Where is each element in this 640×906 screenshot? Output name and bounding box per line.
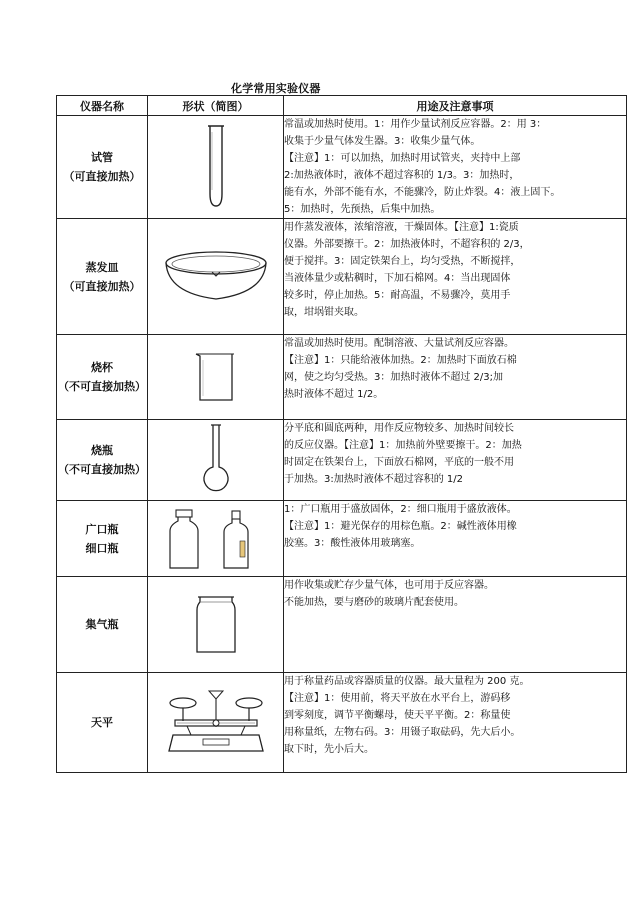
table-row (57, 335, 627, 420)
instrument-table (56, 95, 627, 773)
shape-cell (148, 420, 284, 501)
usage-line: 【注意】1：使用前，将天平放在水平台上，游码移 (284, 693, 511, 704)
instrument-note: （不可直接加热） (58, 380, 146, 393)
usage-line: 当液体量少或粘稠时，下加石棉网。4：当出现固体 (284, 273, 511, 284)
table-row (57, 673, 627, 773)
beaker-icon (193, 350, 239, 404)
header-shape: 形状（简图） (148, 96, 284, 116)
usage-line: 常温或加热时使用。配制溶液、大量试剂反应容器。 (284, 338, 514, 349)
test-tube-icon (201, 124, 231, 210)
instrument-note: （不可直接加热） (58, 463, 146, 476)
instrument-note: （可直接加热） (63, 279, 141, 293)
instrument-note: （可直接加热） (63, 170, 141, 183)
table-row (57, 577, 627, 673)
usage-line: 用作蒸发液体，浓缩溶液，干燥固体。【注意】1:瓷质 (284, 222, 519, 233)
usage-line: 分平底和圆底两种，用作反应物较多、加热时间较长 (284, 423, 514, 434)
usage-line: 网，使之均匀受热。3：加热时液体不超过 2/3;加 (284, 372, 504, 383)
instrument-note: 细口瓶 (85, 541, 119, 555)
usage-line: 用称量纸，左物右码。3：用镊子取砝码，先大后小。 (284, 727, 521, 738)
instrument-name-cell (57, 219, 148, 335)
flask-icon (196, 423, 236, 497)
instrument-name: 天平 (91, 716, 113, 729)
balance-icon (167, 687, 265, 759)
usage-line: 取，坩埚钳夹取。 (284, 307, 364, 318)
usage-cell (284, 335, 627, 420)
instrument-name: 广口瓶 (85, 522, 119, 536)
usage-line: 2:加热液体时，液体不超过容积的 1/3。3：加热时， (284, 170, 520, 181)
usage-line: 胶塞。3：酸性液体用玻璃塞。 (284, 538, 421, 549)
usage-line: 【注意】1：可以加热，加热时用试管夹，夹持中上部 (284, 153, 521, 164)
usage-cell (284, 420, 627, 501)
shape-cell (148, 219, 284, 335)
instrument-name: 集气瓶 (85, 618, 119, 631)
usage-cell (284, 219, 627, 335)
usage-line: 较多时，停止加热。5：耐高温，不易骤冷，莫用手 (284, 290, 511, 301)
usage-line: 不能加热，要与磨砂的玻璃片配套使用。 (284, 597, 464, 608)
instrument-name-cell (57, 577, 148, 673)
usage-cell (284, 577, 627, 673)
shape-cell (148, 501, 284, 577)
instrument-name-cell (57, 116, 148, 219)
usage-line: 【注意】1：避光保存的用棕色瓶。2：碱性液体用橡 (284, 521, 517, 532)
instrument-name: 烧杯 (91, 361, 113, 374)
table-row (57, 116, 627, 219)
header-usage: 用途及注意事项 (284, 96, 627, 116)
shape-cell (148, 673, 284, 773)
usage-cell (284, 116, 627, 219)
usage-line: 时固定在铁架台上，下面放石棉网，平底的一般不用 (284, 457, 514, 468)
usage-line: 仪器。外部要擦干。2：加热液体时，不超容积的 2/3， (284, 239, 530, 250)
instrument-name: 试管 (91, 151, 113, 164)
shape-cell (148, 116, 284, 219)
usage-line: 1：广口瓶用于盛放固体，2：细口瓶用于盛放液体。 (284, 504, 517, 515)
evaporating-dish-icon (162, 249, 270, 305)
usage-cell (284, 501, 627, 577)
usage-line: 热时液体不超过 1/2。 (284, 389, 384, 400)
header-name: 仪器名称 (57, 96, 148, 116)
instrument-name-cell (57, 501, 148, 577)
table-header-row (57, 96, 627, 116)
usage-line: 到零刻度，调节平衡螺母，使天平平衡。2：称量使 (284, 710, 511, 721)
usage-line: 收集于少量气体发生器。3：收集少量气体。 (284, 136, 481, 147)
shape-cell (148, 577, 284, 673)
page-title: 化学常用实验仪器 (231, 82, 321, 95)
usage-line: 常温或加热时使用。1：用作少量试剂反应容器。2：用 3： (284, 119, 547, 130)
usage-line: 用于称量药品或容器质量的仪器。最大量程为 200 克。 (284, 676, 530, 687)
table-row (57, 420, 627, 501)
usage-cell (284, 673, 627, 773)
usage-line: 能有水，外部不能有水，不能骤冷，防止炸裂。4：液上固下。 (284, 187, 561, 198)
instrument-name: 烧瓶 (91, 444, 113, 457)
table-row (57, 219, 627, 335)
instrument-name-cell (57, 335, 148, 420)
gas-jar-icon (194, 594, 238, 656)
usage-line: 便于搅拌。3：固定铁架台上，均匀受热，不断搅拌， (284, 256, 521, 267)
usage-line: 的反应仪器。【注意】1：加热前外壁要擦干。2：加热 (284, 440, 522, 451)
usage-line: 用作收集或贮存少量气体，也可用于反应容器。 (284, 580, 494, 591)
usage-line: 取下时，先小后大。 (284, 744, 374, 755)
reagent-bottles-icon (166, 507, 266, 571)
instrument-name-cell (57, 420, 148, 501)
usage-line: 于加热。3:加热时液体不超过容积的 1/2 (284, 474, 464, 485)
instrument-name-cell (57, 673, 148, 773)
usage-line: 【注意】1：只能给液体加热。2：加热时下面放石棉 (284, 355, 517, 366)
instrument-name: 蒸发皿 (85, 260, 119, 274)
usage-line: 5：加热时，先预热，后集中加热。 (284, 204, 441, 215)
table-row (57, 501, 627, 577)
shape-cell (148, 335, 284, 420)
